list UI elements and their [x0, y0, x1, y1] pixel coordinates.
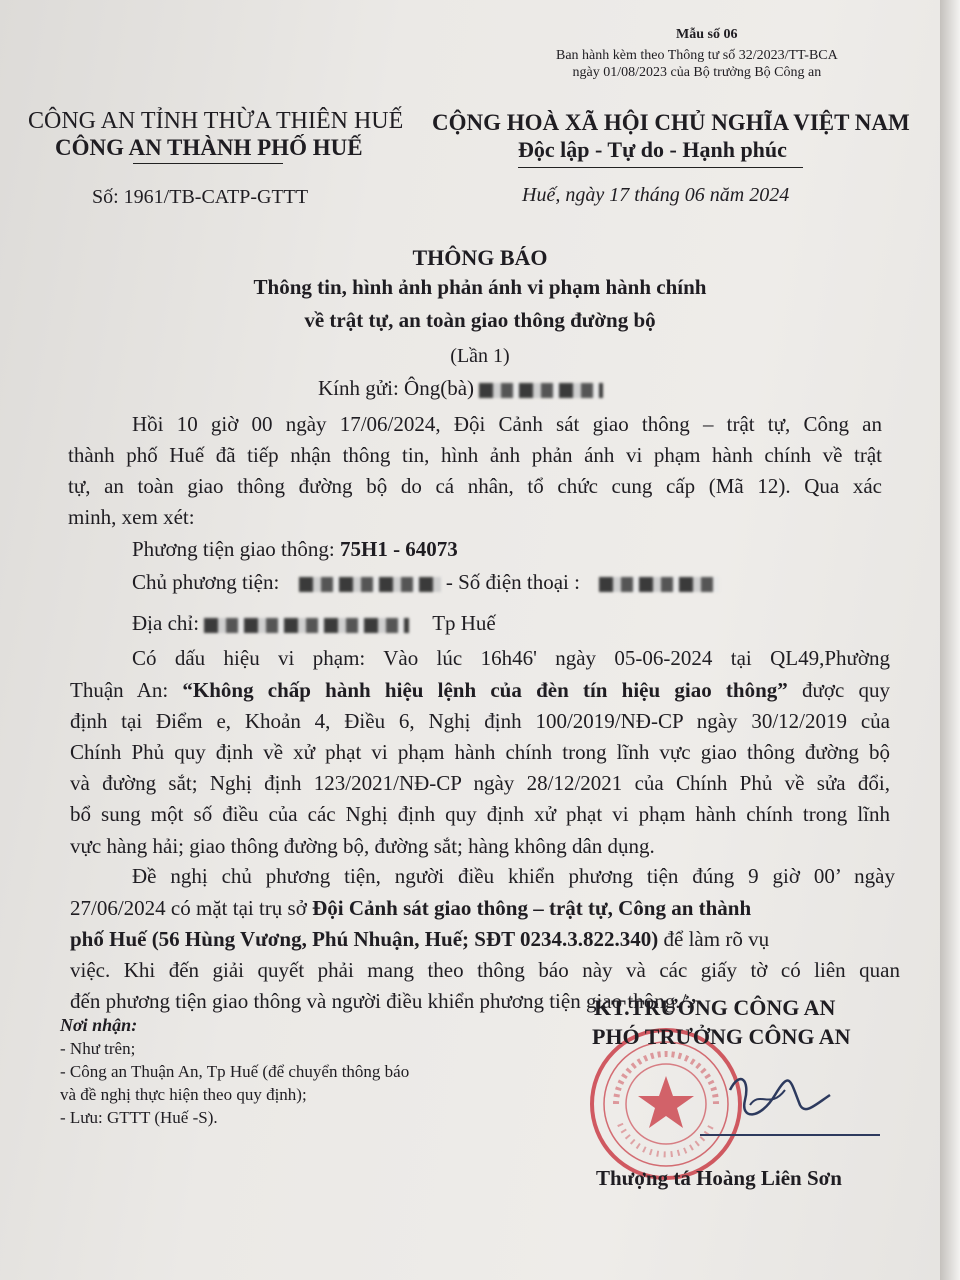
office-address: phố Huế (56 Hùng Vương, Phú Nhuận, Huế; SĐT 0234.3.822.340)	[70, 927, 659, 951]
owner-row	[132, 567, 719, 597]
recipient-1: - Như trên;	[60, 1039, 136, 1058]
page-edge	[940, 0, 960, 1280]
license-plate: 75H1 - 64073	[339, 537, 458, 561]
recipient-2: - Công an Thuận An, Tp Huế (để chuyển thông báo	[60, 1062, 410, 1081]
redacted-address	[204, 618, 409, 633]
recipients-title: Nơi nhận:	[60, 1015, 138, 1035]
notice-count: (Lần 1)	[450, 345, 510, 367]
violation-name: “Không chấp hành hiệu lệnh của đèn tín hiệu giao thông”	[182, 678, 788, 702]
redacted-name	[479, 383, 603, 398]
country-name: CỘNG HOÀ XÃ HỘI CHỦ NGHĨA VIỆT NAM	[432, 110, 910, 135]
intro-line-3: tự, an toàn giao thông đường bộ do cá nhân, tổ chức cung cấp (Mã 12). Qua xác	[68, 474, 882, 498]
agency-parent: CÔNG AN TỈNH THỪA THIÊN HUẾ	[28, 108, 404, 134]
signatory-title-1: KT.TRƯỞNG CÔNG AN	[594, 995, 836, 1020]
signatory-name: Thượng tá Hoàng Liên Sơn	[596, 1166, 842, 1190]
redacted-phone	[599, 577, 719, 592]
recipient-2-cont: và đề nghị thực hiện theo quy định);	[60, 1085, 307, 1104]
owner-label: Chủ phương tiện:	[132, 570, 280, 594]
request-line-1: Đề nghị chủ phương tiện, người điều khiển phương tiện đúng 9 giờ 00’ ngày	[132, 864, 895, 888]
intro-line-4: minh, xem xét:	[68, 505, 195, 529]
violation-line-7: vực hàng hải; giao thông đường bộ, đường sắt; hàng không dân dụng.	[70, 834, 655, 858]
address-label: Địa chỉ:	[132, 611, 200, 635]
vehicle-label: Phương tiện giao thông:	[132, 537, 340, 561]
form-issue-line-2: ngày 01/08/2023 của Bộ trưởng Bộ Công an	[572, 65, 822, 80]
addressee	[318, 376, 603, 401]
violation-line-3: định tại Điểm e, Khoản 4, Điều 6, Nghị định 100/2019/NĐ-CP ngày 30/12/2019 của	[70, 709, 890, 733]
violation-line-5: và đường sắt; Nghị định 123/2021/NĐ-CP ngày 28/12/2021 của Chính Phủ về sửa đổi,	[70, 771, 890, 795]
document-number: Số: 1961/TB-CATP-GTTT	[92, 186, 309, 208]
national-motto: Độc lập - Tự do - Hạnh phúc	[518, 137, 787, 162]
phone-label: - Số điện thoại :	[445, 570, 580, 594]
request-line-5: đến phương tiện giao thông và người điều khiển phương tiện giao thông./.	[70, 989, 692, 1013]
addressee-label: Kính gửi: Ông(bà)	[318, 376, 475, 400]
vehicle-row	[132, 534, 458, 564]
request-line-2: 27/06/2024 có mặt tại trụ sở Đội Cảnh sát giao thông – trật tự, Công an thành	[70, 896, 752, 920]
redacted-owner	[299, 577, 441, 592]
agency-name: CÔNG AN THÀNH PHỐ HUẾ	[55, 135, 363, 160]
handwritten-signature-icon	[690, 1050, 890, 1150]
recipient-3: - Lưu: GTTT (Huế -S).	[60, 1108, 218, 1127]
request-line-4: việc. Khi đến giải quyết phải mang theo thông báo này và các giấy tờ có liên quan	[70, 958, 900, 982]
violation-line-4: Chính Phủ quy định về xử phạt vi phạm hành chính trong lĩnh vực giao thông đường bộ	[70, 740, 890, 764]
violation-line-1: Có dấu hiệu vi phạm: Vào lúc 16h46' ngày 05-06-2024 tại QL49,Phường	[132, 646, 890, 670]
form-issue-line-1: Ban hành kèm theo Thông tư số 32/2023/TT-BCA	[556, 48, 838, 63]
signatory-title-2: PHÓ TRƯỞNG CÔNG AN	[592, 1024, 851, 1049]
violation-line-6: bổ sung một số điều của các Nghị định quy định xử phạt vi phạm hành chính trong lĩnh	[70, 802, 890, 826]
document-date: Huế, ngày 17 tháng 06 năm 2024	[522, 184, 790, 206]
address-city: Tp Huế	[432, 611, 496, 635]
recipients-block	[60, 1014, 409, 1129]
address-row	[132, 608, 496, 638]
agency-underline	[133, 163, 283, 164]
motto-underline	[518, 167, 803, 168]
office-name: Đội Cảnh sát giao thông – trật tự, Công an thành	[312, 896, 752, 920]
document-title: THÔNG BÁO	[412, 245, 548, 270]
document-subtitle-1: Thông tin, hình ảnh phản ánh vi phạm hành chính	[253, 275, 707, 299]
violation-line-2: Thuận An: “Không chấp hành hiệu lệnh của đèn tín hiệu giao thông” được quy	[70, 678, 890, 702]
request-line-3: phố Huế (56 Hùng Vương, Phú Nhuận, Huế; SĐT 0234.3.822.340) để làm rõ vụ	[70, 927, 770, 951]
intro-line-2: thành phố Huế đã tiếp nhận thông tin, hình ảnh phản ánh vi phạm hành chính về trật	[68, 443, 882, 467]
intro-line-1: Hồi 10 giờ 00 ngày 17/06/2024, Đội Cảnh sát giao thông – trật tự, Công an	[132, 412, 882, 436]
document-subtitle-2: về trật tự, an toàn giao thông đường bộ	[304, 308, 656, 332]
form-number: Mẫu số 06	[676, 27, 738, 42]
form-issue-note	[556, 47, 838, 81]
